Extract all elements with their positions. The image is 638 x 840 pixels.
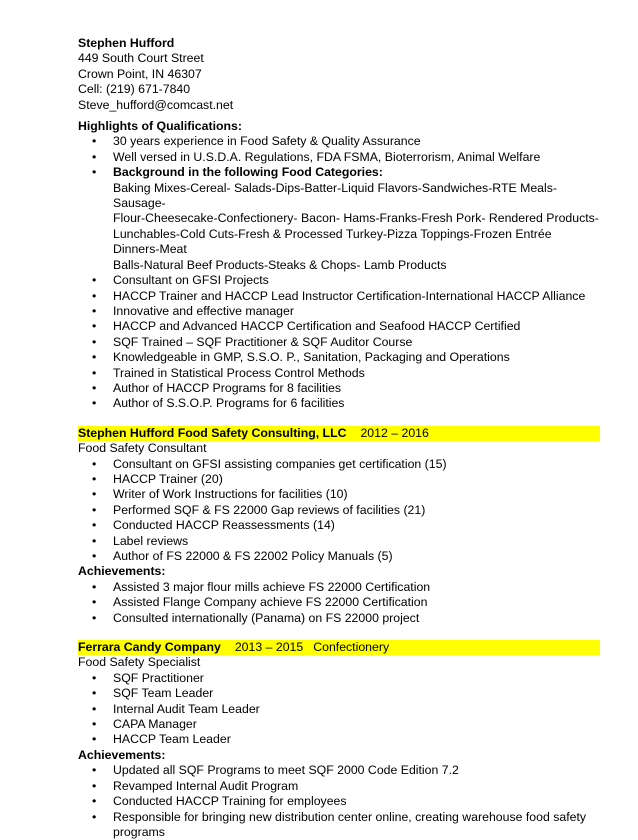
list-item-text: Consultant on GFSI assisting companies get certification (15) [113, 457, 447, 471]
bullet-icon: • [92, 150, 96, 165]
bullet-icon: • [92, 366, 96, 381]
contact-header [78, 36, 600, 113]
list-item-text: Consulted internationally (Panama) on FS 22000 project [113, 611, 419, 625]
list-item-text: Author of HACCP Programs for 8 facilities [113, 381, 341, 395]
bullet-icon: • [92, 319, 96, 334]
job-title: Food Safety Specialist [78, 655, 600, 670]
bullet-icon: • [92, 518, 96, 533]
list-item-text: Knowledgeable in GMP, S.S.O. P., Sanitation, Packaging and Operations [113, 350, 510, 364]
list-item-text: SQF Team Leader [113, 686, 213, 700]
street-address: 449 South Court Street [78, 51, 600, 66]
food-categories-line: Lunchables-Cold Cuts-Fresh & Processed Turkey-Pizza Toppings-Frozen Entrée Dinners-Meat [113, 227, 600, 258]
list-item-text: Performed SQF & FS 22000 Gap reviews of facilities (21) [113, 503, 425, 517]
achievements-heading: Achievements: [78, 564, 600, 579]
list-item [78, 150, 600, 165]
bullet-icon: • [92, 671, 96, 686]
list-item [78, 366, 600, 381]
list-item [78, 487, 600, 502]
employment-dates: 2012 – 2016 [360, 426, 428, 440]
bullet-icon: • [92, 779, 96, 794]
bullet-icon: • [92, 503, 96, 518]
list-item-text: Revamped Internal Audit Program [113, 779, 298, 793]
list-item [78, 534, 600, 549]
list-item-text: Conducted HACCP Training for employees [113, 794, 347, 808]
duties-list [78, 457, 600, 565]
list-item [78, 396, 600, 411]
list-item [78, 671, 600, 686]
bullet-icon: • [92, 595, 96, 610]
list-item [78, 335, 600, 350]
list-item-text: Innovative and effective manager [113, 304, 294, 318]
list-item-text: HACCP Team Leader [113, 732, 231, 746]
bullet-icon: • [92, 457, 96, 472]
food-categories-title: Background in the following Food Categories: [113, 165, 600, 180]
list-item [78, 472, 600, 487]
bullet-icon: • [92, 717, 96, 732]
list-item [78, 503, 600, 518]
list-item-text: Author of FS 22000 & FS 22002 Policy Manuals (5) [113, 549, 393, 563]
list-item-text: Internal Audit Team Leader [113, 702, 260, 716]
list-item-text: Writer of Work Instructions for facilities (10) [113, 487, 348, 501]
company-name: Stephen Hufford Food Safety Consulting, LLC [78, 426, 346, 440]
bullet-icon: • [92, 289, 96, 304]
food-categories-line: Balls-Natural Beef Products-Steaks & Chops- Lamb Products [113, 258, 600, 273]
list-item-text: HACCP Trainer and HACCP Lead Instructor Certification-International HACCP Alliance [113, 289, 585, 303]
list-item-text: Conducted HACCP Reassessments (14) [113, 518, 335, 532]
list-item [78, 763, 600, 778]
bullet-icon: • [92, 686, 96, 701]
bullet-icon: • [92, 611, 96, 626]
list-item-text: Well versed in U.S.D.A. Regulations, FDA FSMA, Bioterrorism, Animal Welfare [113, 150, 540, 164]
list-item-text: 30 years experience in Food Safety & Quality Assurance [113, 134, 421, 148]
list-item [78, 289, 600, 304]
bullet-icon: • [92, 702, 96, 717]
list-item-text: Responsible for bringing new distribution center online, creating warehouse food safety [113, 810, 600, 825]
list-item-text: Label reviews [113, 534, 188, 548]
list-item [78, 717, 600, 732]
bullet-icon: • [92, 534, 96, 549]
email-address: Steve_hufford@comcast.net [78, 98, 600, 113]
list-item-text: Assisted 3 major flour mills achieve FS 22000 Certification [113, 580, 430, 594]
list-item [78, 686, 600, 701]
bullet-icon: • [92, 794, 96, 809]
list-item [78, 611, 600, 626]
candidate-name: Stephen Hufford [78, 36, 600, 51]
food-categories-line: Flour-Cheesecake-Confectionery- Bacon- Hams-Franks-Fresh Pork- Rendered Products- [113, 211, 600, 226]
bullet-icon: • [92, 350, 96, 365]
list-item-text: Author of S.S.O.P. Programs for 6 facilities [113, 396, 344, 410]
bullet-icon: • [92, 472, 96, 487]
achievements-heading: Achievements: [78, 748, 600, 763]
bullet-icon: • [92, 487, 96, 502]
bullet-icon: • [92, 396, 96, 411]
job-title: Food Safety Consultant [78, 441, 600, 456]
bullet-icon: • [92, 335, 96, 350]
food-categories-line: Baking Mixes-Cereal- Salads-Dips-Batter-Liquid Flavors-Sandwiches-RTE Meals- Sausage- [113, 181, 600, 212]
list-item-text: SQF Practitioner [113, 671, 204, 685]
list-item [78, 732, 600, 747]
bullet-icon: • [92, 549, 96, 564]
company-name: Ferrara Candy Company [78, 640, 221, 654]
list-item-text: HACCP and Advanced HACCP Certification and Seafood HACCP Certified [113, 319, 520, 333]
highlights-section [78, 119, 600, 412]
list-item-text: SQF Trained – SQF Practitioner & SQF Auditor Course [113, 335, 412, 349]
bullet-icon: • [92, 304, 96, 319]
list-item [78, 549, 600, 564]
list-item [78, 810, 600, 840]
job-header-highlight [78, 426, 600, 441]
duties-list [78, 671, 600, 748]
bullet-icon: • [92, 763, 96, 778]
bullet-icon: • [92, 580, 96, 595]
resume-content [78, 36, 600, 840]
bullet-icon: • [92, 732, 96, 747]
bullet-icon: • [92, 273, 96, 288]
phone-number: Cell: (219) 671-7840 [78, 82, 600, 97]
list-item [78, 165, 600, 273]
list-item [78, 273, 600, 288]
achievements-list [78, 580, 600, 626]
list-item [78, 580, 600, 595]
list-item [78, 381, 600, 396]
bullet-icon: • [92, 165, 96, 180]
list-item [78, 702, 600, 717]
job-section-consulting [78, 426, 600, 626]
list-item-text: Consultant on GFSI Projects [113, 273, 269, 287]
list-item-text: Trained in Statistical Process Control Methods [113, 366, 365, 380]
job-header-highlight [78, 640, 600, 655]
bullet-icon: • [92, 134, 96, 149]
highlights-list [78, 134, 600, 411]
list-item [78, 134, 600, 149]
achievements-list [78, 763, 600, 840]
list-item-text: HACCP Trainer (20) [113, 472, 223, 486]
highlights-heading: Highlights of Qualifications: [78, 119, 600, 134]
list-item [78, 779, 600, 794]
city-state-zip: Crown Point, IN 46307 [78, 67, 600, 82]
list-item [78, 319, 600, 334]
list-item-text: Assisted Flange Company achieve FS 22000 Certification [113, 595, 427, 609]
job-section-ferrara [78, 640, 600, 840]
list-item [78, 794, 600, 809]
bullet-icon: • [92, 810, 96, 825]
industry: Confectionery [313, 640, 389, 654]
list-item [78, 457, 600, 472]
employment-dates: 2013 – 2015 [235, 640, 303, 654]
list-item [78, 304, 600, 319]
bullet-icon: • [92, 381, 96, 396]
list-item [78, 518, 600, 533]
list-item [78, 595, 600, 610]
list-item-text: programs [113, 825, 600, 840]
list-item [78, 350, 600, 365]
list-item-text: CAPA Manager [113, 717, 197, 731]
list-item-text: Updated all SQF Programs to meet SQF 2000 Code Edition 7.2 [113, 763, 459, 777]
